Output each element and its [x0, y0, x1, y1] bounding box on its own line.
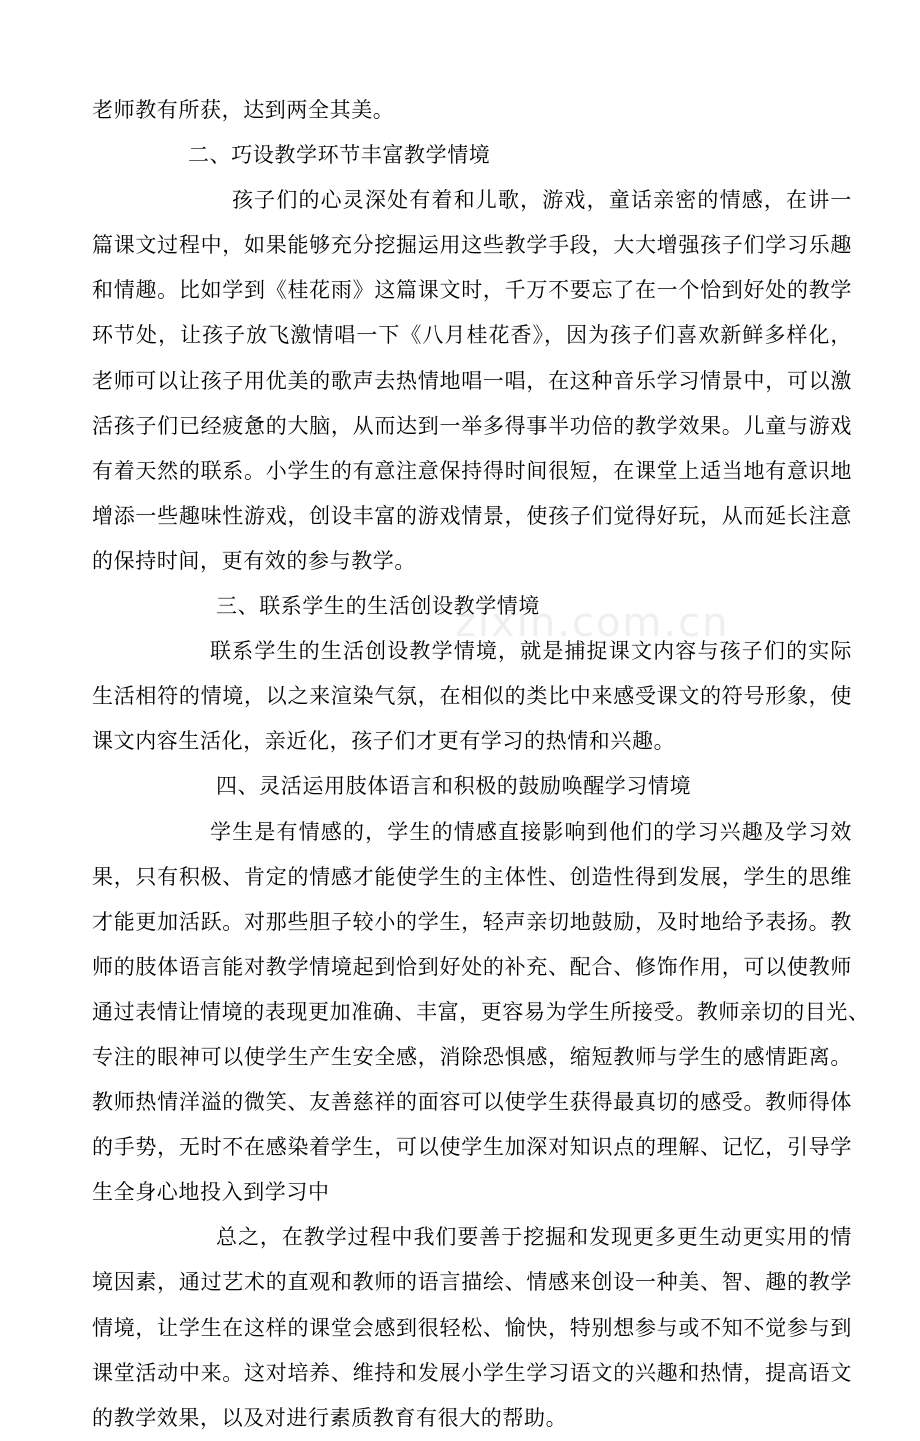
text-line: 活孩子们已经疲惫的大脑，从而达到一举多得事半功倍的教学效果。儿童与游戏	[92, 413, 852, 438]
text-line: 专注的眼神可以使学生产生安全感，消除恐惧感，缩短教师与学生的感情距离。	[92, 1044, 852, 1069]
text-line: 学生是有情感的，学生的情感直接影响到他们的学习兴趣及学习效	[210, 819, 852, 844]
text-line: 增添一些趣味性游戏，创设丰富的游戏情景，使孩子们觉得好玩，从而延长注意	[92, 503, 852, 528]
text-line: 境因素，通过艺术的直观和教师的语言描绘、情感来创设一种美、智、趣的教学	[92, 1270, 852, 1295]
text-line: 环节处，让孩子放飞激情唱一下《八月桂花香》，因为孩子们喜欢新鲜多样化，	[92, 323, 852, 348]
text-line: 通过表情让情境的表现更加准确、丰富，更容易为学生所接受。教师亲切的目光、	[92, 999, 870, 1024]
text-line: 篇课文过程中，如果能够充分挖掘运用这些教学手段，大大增强孩子们学习乐趣	[92, 233, 852, 258]
text-line: 生活相符的情境，以之来渲染气氛，在相似的类比中来感受课文的符号形象，使	[92, 684, 852, 709]
text-line: 的保持时间，更有效的参与教学。	[92, 548, 416, 573]
text-line: 有着天然的联系。小学生的有意注意保持得时间很短，在课堂上适当地有意识地	[92, 458, 852, 483]
text-line: 三、联系学生的生活创设教学情境	[216, 594, 540, 619]
text-line: 和情趣。比如学到《桂花雨》这篇课文时，千万不要忘了在一个恰到好处的教学	[92, 278, 852, 303]
text-line: 课文内容生活化，亲近化，孩子们才更有学习的热情和兴趣。	[92, 729, 676, 754]
text-line: 老师可以让孩子用优美的歌声去热情地唱一唱，在这种音乐学习情景中，可以激	[92, 368, 852, 393]
text-line: 课堂活动中来。这对培养、维持和发展小学生学习语文的兴趣和热情，提高语文	[92, 1360, 852, 1385]
text-line: 二、巧设教学环节丰富教学情境	[188, 143, 491, 168]
text-line: 的手势，无时不在感染着学生，可以使学生加深对知识点的理解、记忆，引导学	[92, 1135, 852, 1160]
text-line: 果，只有积极、肯定的情感才能使学生的主体性、创造性得到发展，学生的思维	[92, 864, 852, 889]
text-line: 才能更加活跃。对那些胆子较小的学生，轻声亲切地鼓励，及时地给予表扬。教	[92, 909, 852, 934]
document-body	[92, 88, 870, 1441]
text-line: 总之，在教学过程中我们要善于挖掘和发现更多更生动更实用的情	[216, 1225, 852, 1250]
text-line: 情境，让学生在这样的课堂会感到很轻松、愉快，特别想参与或不知不觉参与到	[92, 1315, 852, 1340]
text-line: 孩子们的心灵深处有着和儿歌，游戏，童话亲密的情感，在讲一	[232, 188, 852, 213]
text-line: 的教学效果，以及对进行素质教育有很大的帮助。	[92, 1405, 568, 1430]
text-line: 生全身心地投入到学习中	[92, 1180, 330, 1205]
watermark: zixin.com.cn	[455, 600, 730, 646]
text-line: 老师教有所获，达到两全其美。	[92, 98, 395, 122]
text-line: 教师热情洋溢的微笑、友善慈祥的面容可以使学生获得最真切的感受。教师得体	[92, 1090, 852, 1115]
text-line: 师的肢体语言能对教学情境起到恰到好处的补充、配合、修饰作用，可以使教师	[92, 954, 852, 979]
text-line: 四、灵活运用肢体语言和积极的鼓励唤醒学习情境	[216, 774, 692, 799]
text-line: 联系学生的生活创设教学情境，就是捕捉课文内容与孩子们的实际	[210, 639, 852, 664]
